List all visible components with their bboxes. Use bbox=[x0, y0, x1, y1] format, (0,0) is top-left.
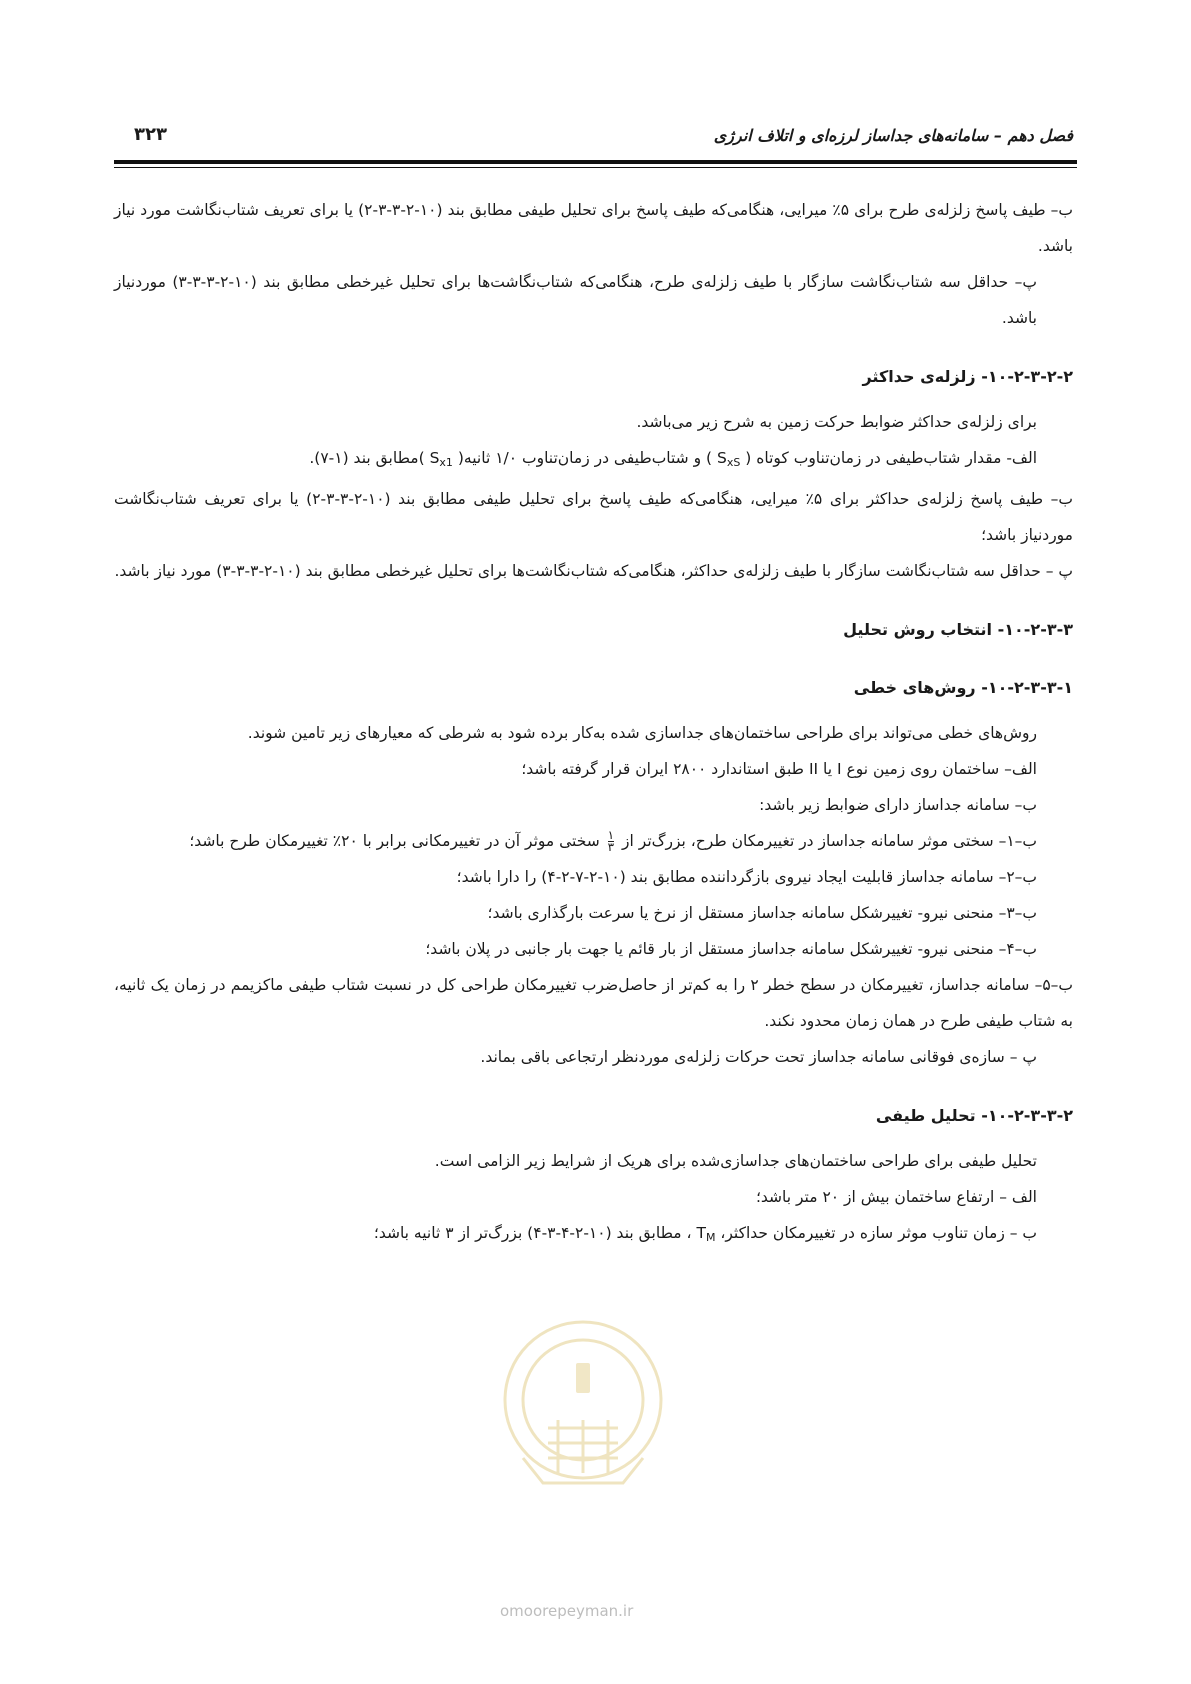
paragraph-linear-b1 bbox=[114, 823, 1073, 859]
paragraph-linear-alef: الف– ساختمان روی زمین نوع I یا II طبق استاندارد ۲۸۰۰ ایران قرار گرفته باشد؛ bbox=[521, 760, 1037, 778]
spectral-b-text-a: ب – زمان تناوب موثر سازه در تغییرمکان حداکثر، bbox=[720, 1224, 1037, 1242]
paragraph-linear-b4: ب–۴– منحنی نیرو- تغییرشکل سامانه جداساز مستقل از بار قائم یا جهت بار جانبی در پلان باشد؛ bbox=[425, 940, 1037, 958]
heading-linear-methods: ۱۰-۲-۳-۳-۱- روش‌های خطی bbox=[853, 678, 1073, 697]
paragraph-mce-intro: برای زلزله‌ی حداکثر ضوابط حرکت زمین به شرح زیر می‌باشد. bbox=[636, 413, 1037, 431]
symbol-sx1: $S_{x1}$ bbox=[429, 449, 453, 469]
symbol-sxs: $S_{xS}$ bbox=[717, 449, 741, 469]
mce-alef-text-c: )مطابق بند (۱-۷). bbox=[309, 449, 425, 467]
paragraph-mce-spectrum: ب– طیف پاسخ زلزله‌ی حداکثر برای ۵٪ میرایی، هنگامی‌که طیف پاسخ برای تحلیل طیفی مطابق بند (۱۰-۲-۳-۳-۲) یا برای تعریف شتاب‌نگاشت موردنیاز باشد؛ bbox=[114, 490, 1073, 544]
heading-method-selection: ۱۰-۲-۳-۳- انتخاب روش تحلیل bbox=[843, 620, 1073, 639]
linear-b1-text-a: ب–۱– سختی موثر سامانه جداساز در تغییرمکان طرح، بزرگ‌تر از bbox=[622, 832, 1037, 850]
paragraph-linear-p: پ – سازه‌ی فوقانی سامانه جداساز تحت حرکات زلزله‌ی موردنظر ارتجاعی باقی بماند. bbox=[480, 1048, 1037, 1066]
heading-spectral-analysis: ۱۰-۲-۳-۳-۲- تحلیل طیفی bbox=[875, 1106, 1073, 1125]
page-number: ۳۲۳ bbox=[134, 124, 167, 145]
header-rule-thick bbox=[114, 160, 1077, 164]
page-body bbox=[114, 192, 1073, 1256]
fraction-one-third: $\frac{۱}{۳}$ bbox=[607, 828, 615, 854]
paragraph-spectral-intro: تحلیل طیفی برای طراحی ساختمان‌های جداسازی‌شده برای هریک از شرایط زیر الزامی است. bbox=[434, 1152, 1037, 1170]
linear-b1-text-b: سختی موثر آن در تغییرمکانی برابر با ۲۰٪ تغییرمکان طرح باشد؛ bbox=[189, 832, 600, 850]
header-rule-thin bbox=[114, 167, 1077, 168]
chapter-title: فصل دهم – سامانه‌های جداساز لرزه‌ای و اتلاف انرژی bbox=[713, 126, 1073, 145]
spectral-b-text-b: ، مطابق بند (۱۰-۲-۴-۳-۴) بزرگ‌تر از ۳ ثانیه باشد؛ bbox=[373, 1224, 692, 1242]
heading-mce: ۱۰-۲-۳-۲-۲- زلزله‌ی حداکثر bbox=[862, 367, 1073, 386]
symbol-tm: $T_M$ bbox=[696, 1224, 716, 1244]
paragraph-spectral-b bbox=[114, 1215, 1073, 1256]
watermark-site: omoorepeyman.ir bbox=[500, 1602, 634, 1620]
watermark-seal bbox=[488, 1308, 678, 1508]
paragraph-linear-b2: ب–۲– سامانه جداساز قابلیت ایجاد نیروی بازگرداننده مطابق بند (۱۰-۲-۷-۲-۴) را دارا باشد؛ bbox=[456, 868, 1037, 886]
mce-alef-text-a: الف- مقدار شتاب‌طیفی در زمان‌تناوب کوتاه ( bbox=[745, 449, 1037, 467]
paragraph-mce-records: پ – حداقل سه شتاب‌نگاشت سازگار با طیف زلزله‌ی حداکثر، هنگامی‌که شتاب‌نگاشت‌ها برای تحلیل غیرخطی مطابق بند (۱۰-۲-۳-۳-۳) مورد نیاز باشد. bbox=[114, 562, 1073, 580]
paragraph-mce-alef bbox=[114, 440, 1073, 481]
paragraph-linear-intro: روش‌های خطی می‌تواند برای طراحی ساختمان‌های جداسازی شده به‌کار برده شود به شرطی که معیارهای زیر تامین شوند. bbox=[247, 724, 1037, 742]
mce-alef-text-b: ) و شتاب‌طیفی در زمان‌تناوب ۱/۰ ثانیه( bbox=[457, 449, 713, 467]
paragraph-design-spectrum: ب– طیف پاسخ زلزله‌ی طرح برای ۵٪ میرایی، هنگامی‌که طیف پاسخ برای تحلیل طیفی مطابق بند (۱۰-۲-۳-۳-۲) یا برای تعریف شتاب‌نگاشت مورد نیاز باشد. bbox=[114, 201, 1073, 255]
paragraph-linear-b: ب– سامانه جداساز دارای ضوابط زیر باشد: bbox=[759, 796, 1037, 814]
paragraph-linear-b5: ب–۵– سامانه جداساز، تغییرمکان در سطح خطر ۲ را به کم‌تر از حاصل‌ضرب تغییرمکان طراحی کل در نسبت شتاب طیفی ماکزیمم در زمان یک ثانیه، به شتاب طیفی طرح در همان زمان محدود نکند. bbox=[114, 976, 1073, 1030]
paragraph-spectral-alef: الف – ارتفاع ساختمان بیش از ۲۰ متر باشد؛ bbox=[755, 1188, 1037, 1206]
paragraph-linear-b3: ب–۳– منحنی نیرو- تغییرشکل سامانه جداساز مستقل از نرخ یا سرعت بارگذاری باشد؛ bbox=[487, 904, 1037, 922]
paragraph-design-records: پ– حداقل سه شتاب‌نگاشت سازگار با طیف زلزله‌ی طرح، هنگامی‌که شتاب‌نگاشت‌ها برای تحلیل غیرخطی مطابق بند (۱۰-۲-۳-۳-۳) موردنیاز باشد. bbox=[114, 273, 1037, 327]
